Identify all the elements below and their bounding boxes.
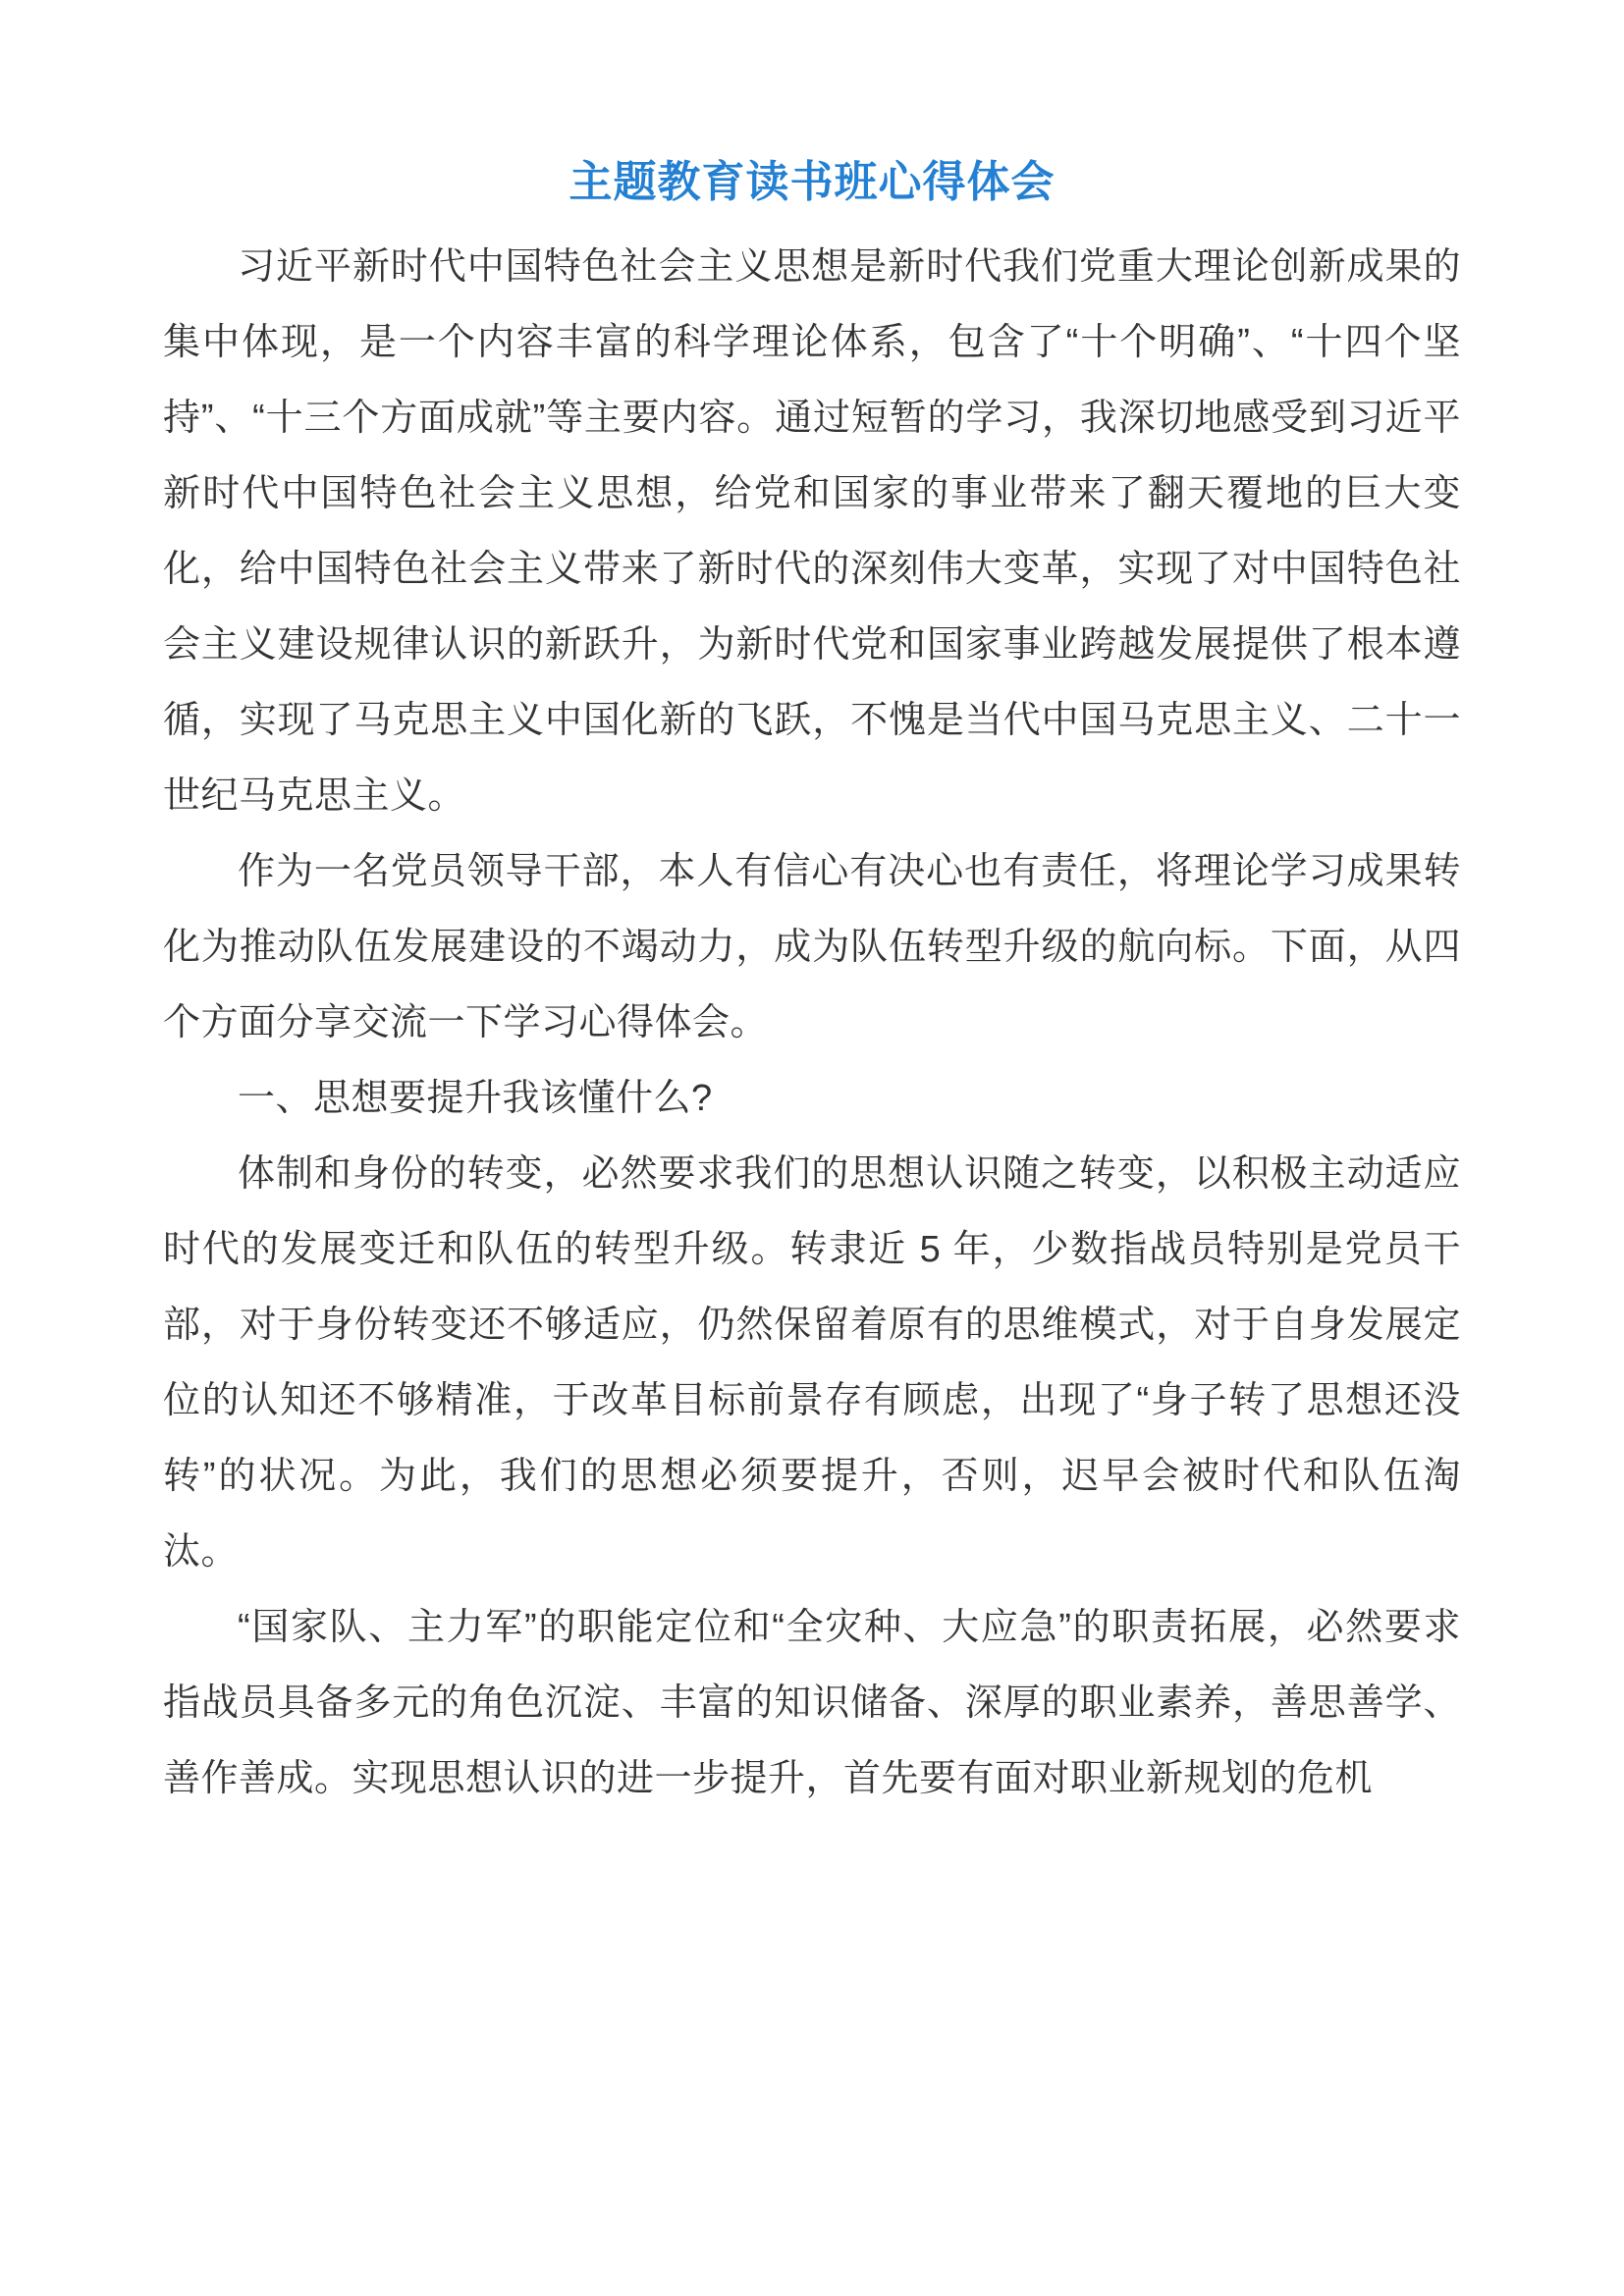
paragraph-commitment: 作为一名党员领导干部，本人有信心有决心也有责任，将理论学习成果转化为推动队伍发展建设的不竭动力，成为队伍转型升级的航向标。下面，从四个方面分享交流一下学习心得体会。 [163, 851, 1461, 1043]
paragraph-section1-body2: “国家队、主力军”的职能定位和“全灾种、大应急”的职责拓展，必然要求指战员具备多元的角色沉淀、丰富的知识储备、深厚的职业素养，善思善学、善作善成。实现思想认识的进一步提升，首先要有面对职业新规划的危机 [163, 1607, 1461, 1799]
section-heading-1: 一、思想要提升我该懂什么? [238, 1078, 713, 1119]
paragraph-intro: 习近平新时代中国特色社会主义思想是新时代我们党重大理论创新成果的集中体现，是一个内容丰富的科学理论体系，包含了“十个明确”、“十四个坚持”、“十三个方面成就”等主要内容。通过短暂的学习，我深切地感受到习近平新时代中国特色社会主义思想，给党和国家的事业带来了翻天覆地的巨大变化，给中国特色社会主义带来了新时代的深刻伟大变革，实现了对中国特色社会主义建设规律认识的新跃升，为新时代党和国家事业跨越发展提供了根本遵循，实现了马克思主义中国化新的飞跃，不愧是当代中国马克思主义、二十一世纪马克思主义。 [163, 246, 1461, 817]
paragraph-section1-body1: 体制和身份的转变，必然要求我们的思想认识随之转变，以积极主动适应时代的发展变迁和队伍的转型升级。转隶近 5 年，少数指战员特别是党员干部，对于身份转变还不够适应，仍然保留着原有的思维模式，对于自身发展定位的认知还不够精准，于改革目标前景存有顾虑，出现了“身子转了思想还没转”的状况。为此，我们的思想必须要提升，否则，迟早会被时代和队伍淘汰。 [163, 1153, 1461, 1573]
document-body [163, 230, 1461, 1817]
page-title: 主题教育读书班心得体会 [568, 158, 1056, 206]
